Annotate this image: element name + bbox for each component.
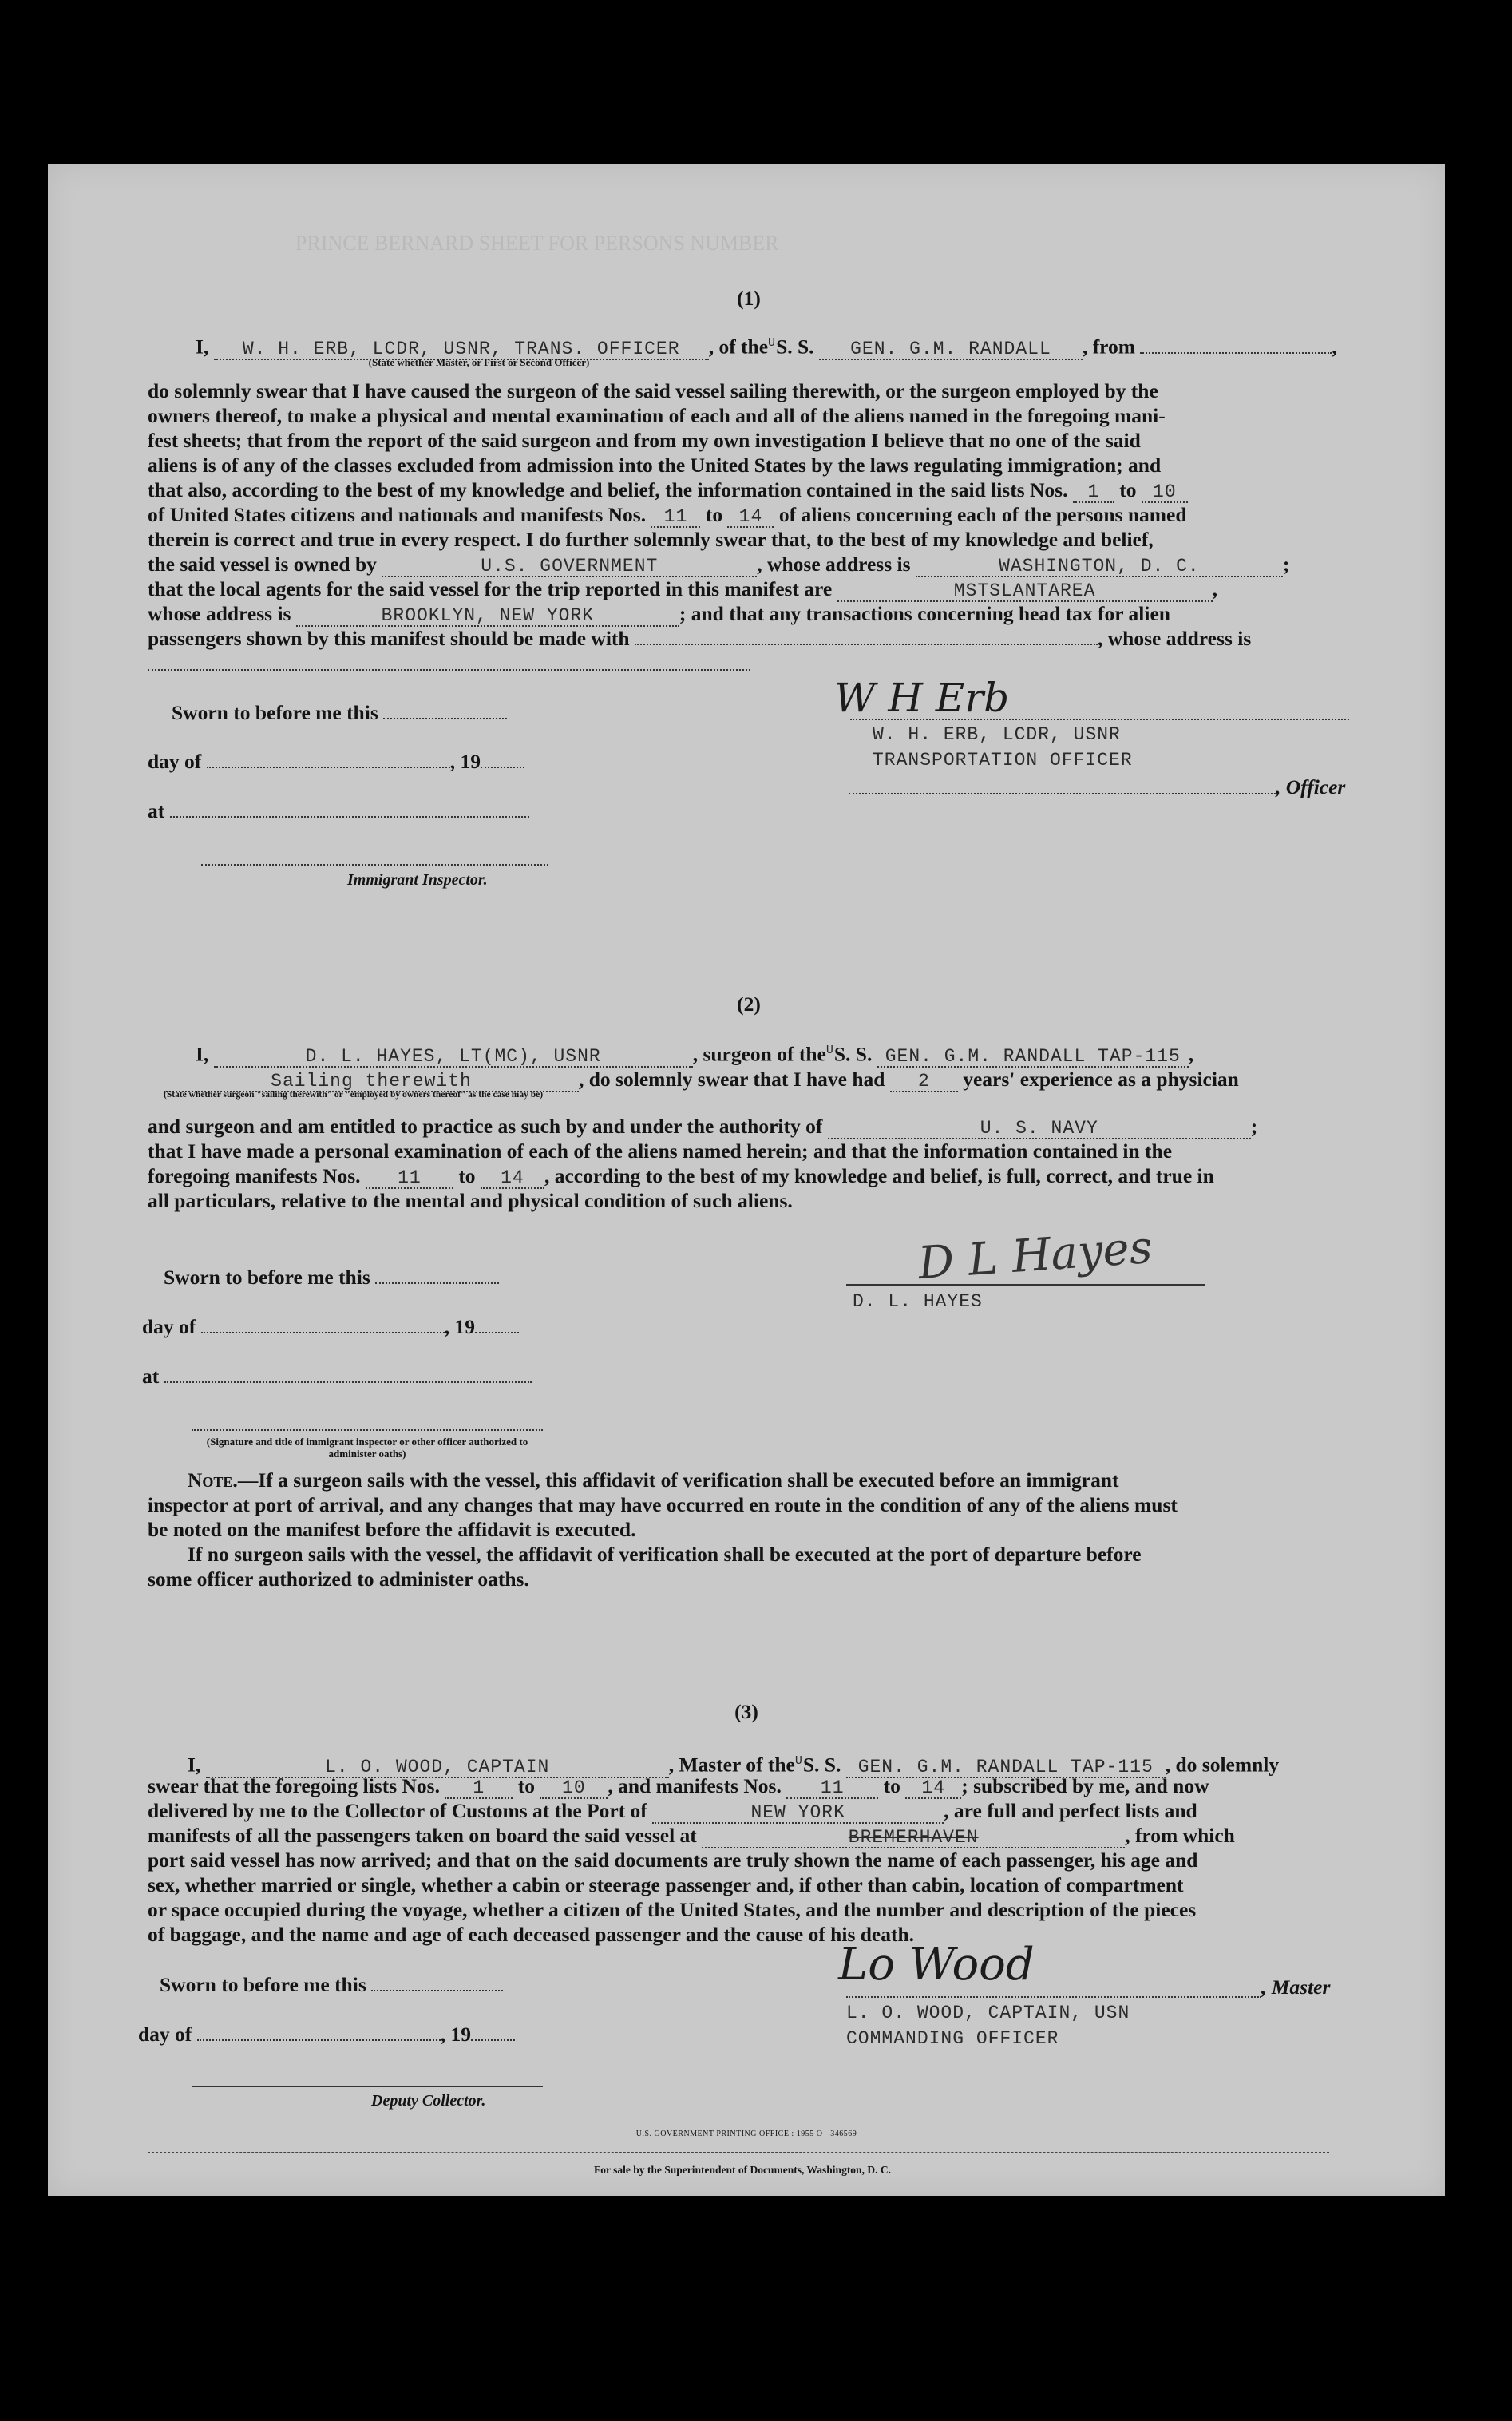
- headtax-agent-field: [635, 644, 1098, 645]
- authority-field: U. S. NAVY: [828, 1119, 1251, 1139]
- officer-typed-title: TRANSPORTATION OFFICER: [873, 750, 1133, 771]
- from-port-field: [1140, 352, 1332, 354]
- master-typed-title: COMMANDING OFFICER: [846, 2028, 1059, 2049]
- port-field: NEW YORK: [652, 1803, 944, 1824]
- master-typed-name: L. O. WOOD, CAPTAIN, USN: [846, 2003, 1130, 2023]
- master-handwritten-signature: Lo Wood: [838, 1939, 1035, 1991]
- at-2: at: [142, 1364, 532, 1389]
- master-lists-from: 1: [445, 1778, 513, 1799]
- surgeon-manifests-from: 11: [366, 1168, 453, 1189]
- oath-officer-caption: (Signature and title of immigrant inspector or other officer authorized to administer oaths): [206, 1436, 528, 1460]
- master-manifests-to: 14: [905, 1778, 961, 1799]
- master-name-field: L. O. WOOD, CAPTAIN: [206, 1757, 669, 1778]
- surgeon-manifests-to: 14: [481, 1168, 544, 1189]
- agents-field: MSTSLANTAREA: [837, 581, 1213, 602]
- sale-line: For sale by the Superintendent of Documents, Washington, D. C.: [594, 2164, 891, 2176]
- officer-handwritten-signature: W H Erb: [834, 675, 1010, 721]
- section-1-line7: therein is correct and true in every respect. I do further solemnly swear that, to the best of my knowledge and belief,: [148, 528, 1154, 551]
- collector-signature-line: [192, 2086, 543, 2087]
- section-3-header-line: I, L. O. WOOD, CAPTAIN , Master of the$^U$S. S. GEN. G.M. RANDALL TAP-115 , do solemnly: [188, 1753, 1280, 1777]
- owner-field: U.S. GOVERNMENT: [382, 557, 757, 577]
- sworn-3: Sworn to before me this: [160, 1972, 503, 1997]
- owner-address-field: WASHINGTON, D. C.: [916, 557, 1283, 577]
- section-2-line6: all particulars, relative to the mental and physical condition of such aliens.: [148, 1189, 793, 1212]
- section-2-line4: that I have made a personal examination of each of the aliens named herein; and that the information contained in the: [148, 1139, 1173, 1163]
- section-2-sailing-line: Sailing therewith , do solemnly swear that I have had 2 years' experience as a physician: [164, 1067, 1239, 1092]
- officer-typed-name: W. H. ERB, LCDR, USNR: [873, 724, 1121, 745]
- surgeon-handwritten-signature: D L Hayes: [916, 1221, 1154, 1290]
- surgeon-vessel-field: GEN. G.M. RANDALL TAP-115: [877, 1047, 1189, 1068]
- section-1-number: (1): [737, 287, 761, 310]
- officer-label: , Officer: [1276, 775, 1346, 798]
- section-2-authority-line: and surgeon and am entitled to practice as such by and under the authority of U. S. NAVY ;: [148, 1115, 1258, 1139]
- inspector-caption: Immigrant Inspector.: [347, 871, 488, 889]
- master-lists-to: 10: [540, 1778, 608, 1799]
- section-1-manifests-line: of United States citizens and nationals and manifests Nos. 11 to 14 of aliens concerning each of the persons named: [148, 503, 1187, 527]
- agents-address-field: BROOKLYN, NEW YORK: [296, 606, 679, 627]
- note-block: Note.—If a surgeon sails with the vessel, this affidavit of verification shall be executed before an immigrant inspector at port of arrival, and any changes that may have occurred en route in the condition of any of the aliens must be noted on the manifest before the affidavit is executed. If no surgeon sails with the vessel, the affidavit of verification shall be executed at the port of departure before some officer authorized to administer oaths.: [148, 1468, 1178, 1591]
- surgeon-typed-name: D. L. HAYES: [853, 1291, 983, 1312]
- at-1: at: [148, 798, 529, 823]
- officer-caption: (State whether Master, or First or Second Officer): [368, 356, 590, 368]
- day-of-2: day of , 19: [142, 1314, 519, 1339]
- section-1-agents-address-line: whose address is BROOKLYN, NEW YORK ; and that any transactions concerning head tax for alien: [148, 602, 1170, 626]
- section-1-body: do solemnly swear that I have caused the surgeon of the said vessel sailing therewith, or the surgeon employed by the owners thereof, to make a physical and mental examination of each and all of the aliens named in the foregoing mani- fest sheets; that from the report of the said surgeon and from my own investigation I believe that no one of the said aliens is of any of the classes excluded from admission into the United States by the laws regulating immigration; and: [148, 379, 1166, 477]
- officer-name-field: W. H. ERB, LCDR, USNR, TRANS. OFFICER: [214, 339, 709, 360]
- master-manifests-from: 11: [786, 1778, 878, 1799]
- departure-field: BREMERHAVEN: [702, 1828, 1125, 1848]
- surgeon-name-field: D. L. HAYES, LT(MC), USNR: [214, 1047, 693, 1068]
- manifests-from-field: 11: [651, 507, 700, 528]
- u-mark: U: [768, 336, 777, 350]
- section-3-number: (3): [734, 1700, 758, 1723]
- section-3-body: port said vessel has now arrived; and that on the said documents are truly shown the name of each passenger, his age and sex, whether married or single, whether a cabin or steerage passenger and, if other than cabin, location of compartment or space occupied during the voyage, whether a citizen of the United States, and the number and description of the pieces of baggage, and the name and age of each deceased passenger and the cause of his death.: [148, 1848, 1198, 1946]
- manifests-to-field: 14: [727, 507, 774, 528]
- section-1-owner-line: the said vessel is owned by U.S. GOVERNMENT , whose address is WASHINGTON, D. C. ;: [148, 553, 1290, 577]
- section-1-headtax-line: passengers shown by this manifest should be made with , whose address is: [148, 627, 1252, 650]
- day-of-1: day of , 19: [148, 749, 524, 774]
- master-vessel-field: GEN. G.M. RANDALL TAP-115: [846, 1757, 1166, 1778]
- section-3-lists-line: swear that the foregoing lists Nos. 1 to 10 , and manifests Nos. 11 to 14 ; subscribed by me, and now: [148, 1774, 1209, 1798]
- headtax-address-field: [148, 669, 750, 671]
- section-1-agents-line: that the local agents for the said vessel for the trip reported in this manifest are MSTSLANTAREA ,: [148, 577, 1217, 601]
- sworn-2: Sworn to before me this: [164, 1265, 499, 1290]
- section-2-number: (2): [737, 993, 761, 1016]
- lists-to-field: 10: [1142, 482, 1188, 503]
- section-1-lists-line: that also, according to the best of my knowledge and belief, the information contained in the said lists Nos. 1 to 10: [148, 477, 1188, 503]
- years-field: 2: [890, 1072, 958, 1092]
- section-3-departure-line: manifests of all the passengers taken on board the said vessel at BREMERHAVEN , from which: [148, 1824, 1235, 1848]
- master-label: , Master: [1261, 1975, 1331, 1999]
- section-2-header-line: I, D. L. HAYES, LT(MC), USNR , surgeon of the$^U$S. S. GEN. G.M. RANDALL TAP-115 ,: [196, 1042, 1194, 1067]
- lists-from-field: 1: [1073, 482, 1114, 503]
- footer-rule: [148, 2152, 1329, 2153]
- sworn-1: Sworn to before me this: [172, 700, 507, 725]
- note-label: Note.: [188, 1468, 238, 1492]
- sailing-field: Sailing therewith: [164, 1072, 579, 1092]
- section-1-header-line: I, W. H. ERB, LCDR, USNR, TRANS. OFFICER , of the$^U$S. S. GEN. G.M. RANDALL , from ,: [196, 335, 1337, 359]
- oath-officer-signature-line: [192, 1429, 543, 1431]
- section-2-manifests-line: foregoing manifests Nos. 11 to 14 , according to the best of my knowledge and belief, is full, correct, and true in: [148, 1164, 1214, 1188]
- printer-line: U.S. GOVERNMENT PRINTING OFFICE : 1955 O - 346569: [635, 2130, 857, 2138]
- sailing-caption: (State whether surgeon "sailing therewith" or "employed by owners thereof" as the case may be): [164, 1090, 544, 1100]
- collector-caption: Deputy Collector.: [371, 2092, 486, 2110]
- vessel-field: GEN. G.M. RANDALL: [819, 339, 1083, 360]
- section-3-port-line: delivered by me to the Collector of Customs at the Port of NEW YORK , are full and perfect lists and: [148, 1799, 1197, 1823]
- bleed-through-text: PRINCE BERNARD SHEET FOR PERSONS NUMBER: [295, 232, 779, 255]
- inspector-signature-line: [201, 864, 548, 866]
- day-of-3: day of , 19: [138, 2022, 515, 2047]
